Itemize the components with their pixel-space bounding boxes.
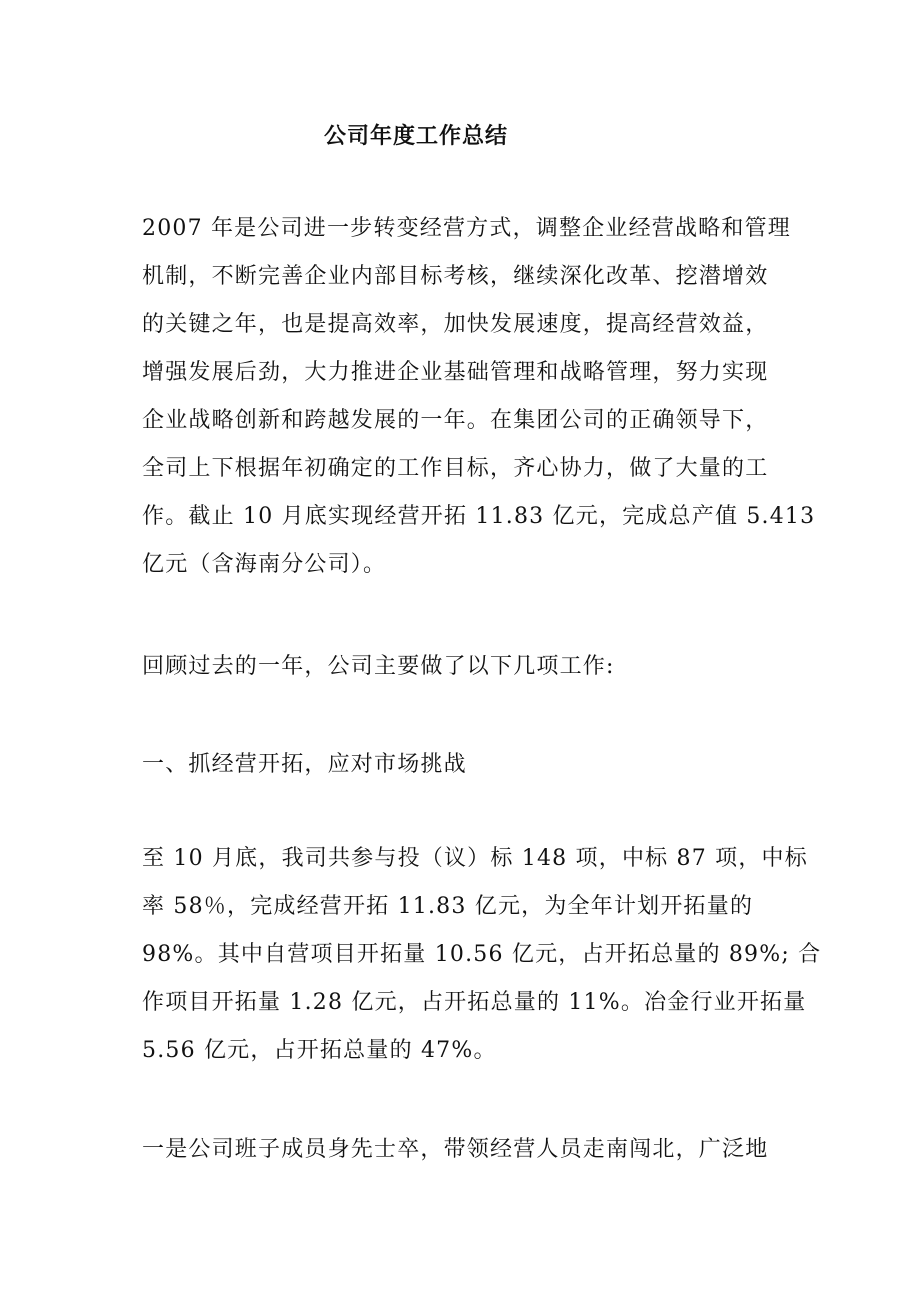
text-line: 全司上下根据年初确定的工作目标，齐心协力，做了大量的工 (142, 456, 769, 481)
document-title: 公司年度工作总结 (323, 123, 508, 149)
text-line: 5.56 亿元，占开拓总量的 47%。 (142, 1038, 497, 1063)
text-line: 增强发展后劲，大力推进企业基础管理和战略管理，努力实现 (142, 360, 769, 385)
text-line: 作项目开拓量 1.28 亿元，占开拓总量的 11%。冶金行业开拓量 (142, 990, 807, 1015)
text-line: 至 10 月底，我司共参与投（议）标 148 项，中标 87 项，中标 (142, 846, 808, 871)
text-line: 亿元（含海南分公司）。 (142, 552, 387, 577)
text-line: 回顾过去的一年，公司主要做了以下几项工作: (142, 654, 615, 679)
text-line: 的关键之年，也是提高效率，加快发展速度，提高经营效益， (142, 312, 769, 337)
text-line: 2007 年是公司进一步转变经营方式，调整企业经营战略和管理 (142, 216, 791, 241)
text-line: 机制，不断完善企业内部目标考核，继续深化改革、挖潜增效 (142, 264, 769, 289)
section-heading-text: 一、抓经营开拓，应对市场挑战 (142, 752, 467, 777)
text-line: 作。截止 10 月底实现经营开拓 11.83 亿元，完成总产值 5.413 (142, 504, 816, 529)
section1-paragraph (142, 835, 822, 1075)
text-line: 98%。其中自营项目开拓量 10.56 亿元，占开拓总量的 89%; 合 (142, 942, 822, 967)
review-paragraph (142, 643, 782, 691)
text-line: 企业战略创新和跨越发展的一年。在集团公司的正确领导下， (142, 408, 769, 433)
text-line: 一是公司班子成员身先士卒，带领经营人员走南闯北，广泛地 (142, 1137, 769, 1162)
section1-point1-paragraph (142, 1126, 782, 1174)
section-heading (142, 741, 782, 789)
intro-paragraph (142, 205, 816, 589)
text-line: 率 58％，完成经营开拓 11.83 亿元，为全年计划开拓量的 (142, 894, 754, 919)
